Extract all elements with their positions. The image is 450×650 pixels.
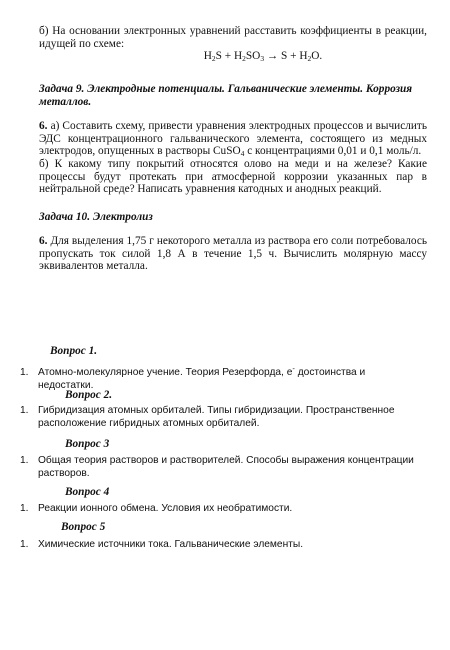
question-5-text: Химические источники тока. Гальванические элементы.	[38, 539, 304, 550]
eq-arrow: → S + H	[264, 50, 308, 62]
question-2-title: Вопрос 2.	[65, 389, 113, 401]
task10-text: Для выделения 1,75 г некоторого металла из раствора его соли потребовалось пропускать ток силой 1,8 А в течение 1,5 ч. Вычислить молярную массу эквивалентов металла.	[39, 235, 427, 273]
eq-part: S + H	[215, 50, 243, 62]
question-3-text: Общая теория растворов и растворителей. Способы выражения концентрации растворов.	[38, 455, 414, 479]
task9-title: Задача 9. Электродные потенциалы. Гальванические элементы. Коррозия металлов.	[39, 83, 413, 108]
eq-part: O.	[311, 50, 323, 62]
eq-sub: 2	[307, 54, 312, 63]
task10-title: Задача 10. Электролиз	[39, 211, 153, 223]
task10-number: 6.	[39, 235, 48, 247]
list-number: 1.	[20, 405, 29, 416]
question-2-text: Гибридизация атомных орбиталей. Типы гибридизации. Пространственное расположение гибридных атомных орбиталей.	[38, 405, 395, 429]
task8b-paragraph	[39, 25, 427, 50]
task10-paragraph	[39, 235, 427, 273]
eq-sub: 3	[260, 54, 265, 63]
electron-sup: -	[292, 364, 295, 373]
task9-part-a-text-end: с концентрациями 0,01 и 0,1 моль/л.	[244, 145, 422, 158]
list-number: 1.	[20, 455, 29, 466]
task8b-text: б) На основании электронных уравнений расставить коэффициенты в реакции, идущей по схеме:	[39, 25, 427, 50]
question-1-text-main: Атомно-молекулярное учение. Теория Резерфорда, е	[38, 367, 293, 378]
question-4-text: Реакции ионного обмена. Условия их необратимости.	[38, 503, 293, 514]
task9-part-a-text: а) Составить схему, привести уравнения электродных процессов и вычислить ЭДС концентрационного гальванического элемента, состоящего из медных электродов, опущенных в растворы CuSO	[39, 120, 427, 158]
task9-part-a	[39, 120, 427, 158]
question-3-title: Вопрос 3	[65, 438, 110, 450]
list-number: 1.	[20, 539, 29, 550]
task9-part-b: б) К какому типу покрытий относятся олово на меди и на железе? Какие процессы будут протекать при атмосферной коррозии указанных пар в нейтральной среде? Написать уравнения катодных и анодных реакций.	[39, 158, 427, 196]
question-4-title: Вопрос 4	[65, 486, 110, 498]
eq-part: SO	[245, 50, 261, 62]
eq-sub: 2	[242, 54, 246, 63]
eq-part: H	[203, 50, 212, 62]
list-number: 1.	[20, 367, 29, 378]
reaction-equation	[39, 50, 450, 63]
list-number: 1.	[20, 503, 29, 514]
eq-sub: 2	[211, 54, 216, 63]
question-1-title: Вопрос 1.	[50, 345, 98, 357]
question-5-title: Вопрос 5	[61, 521, 106, 533]
task9-number: 6.	[39, 120, 48, 132]
question-1-text-end: достоинства и недостатки.	[38, 367, 366, 391]
cuso4-sub: 4	[240, 149, 245, 159]
